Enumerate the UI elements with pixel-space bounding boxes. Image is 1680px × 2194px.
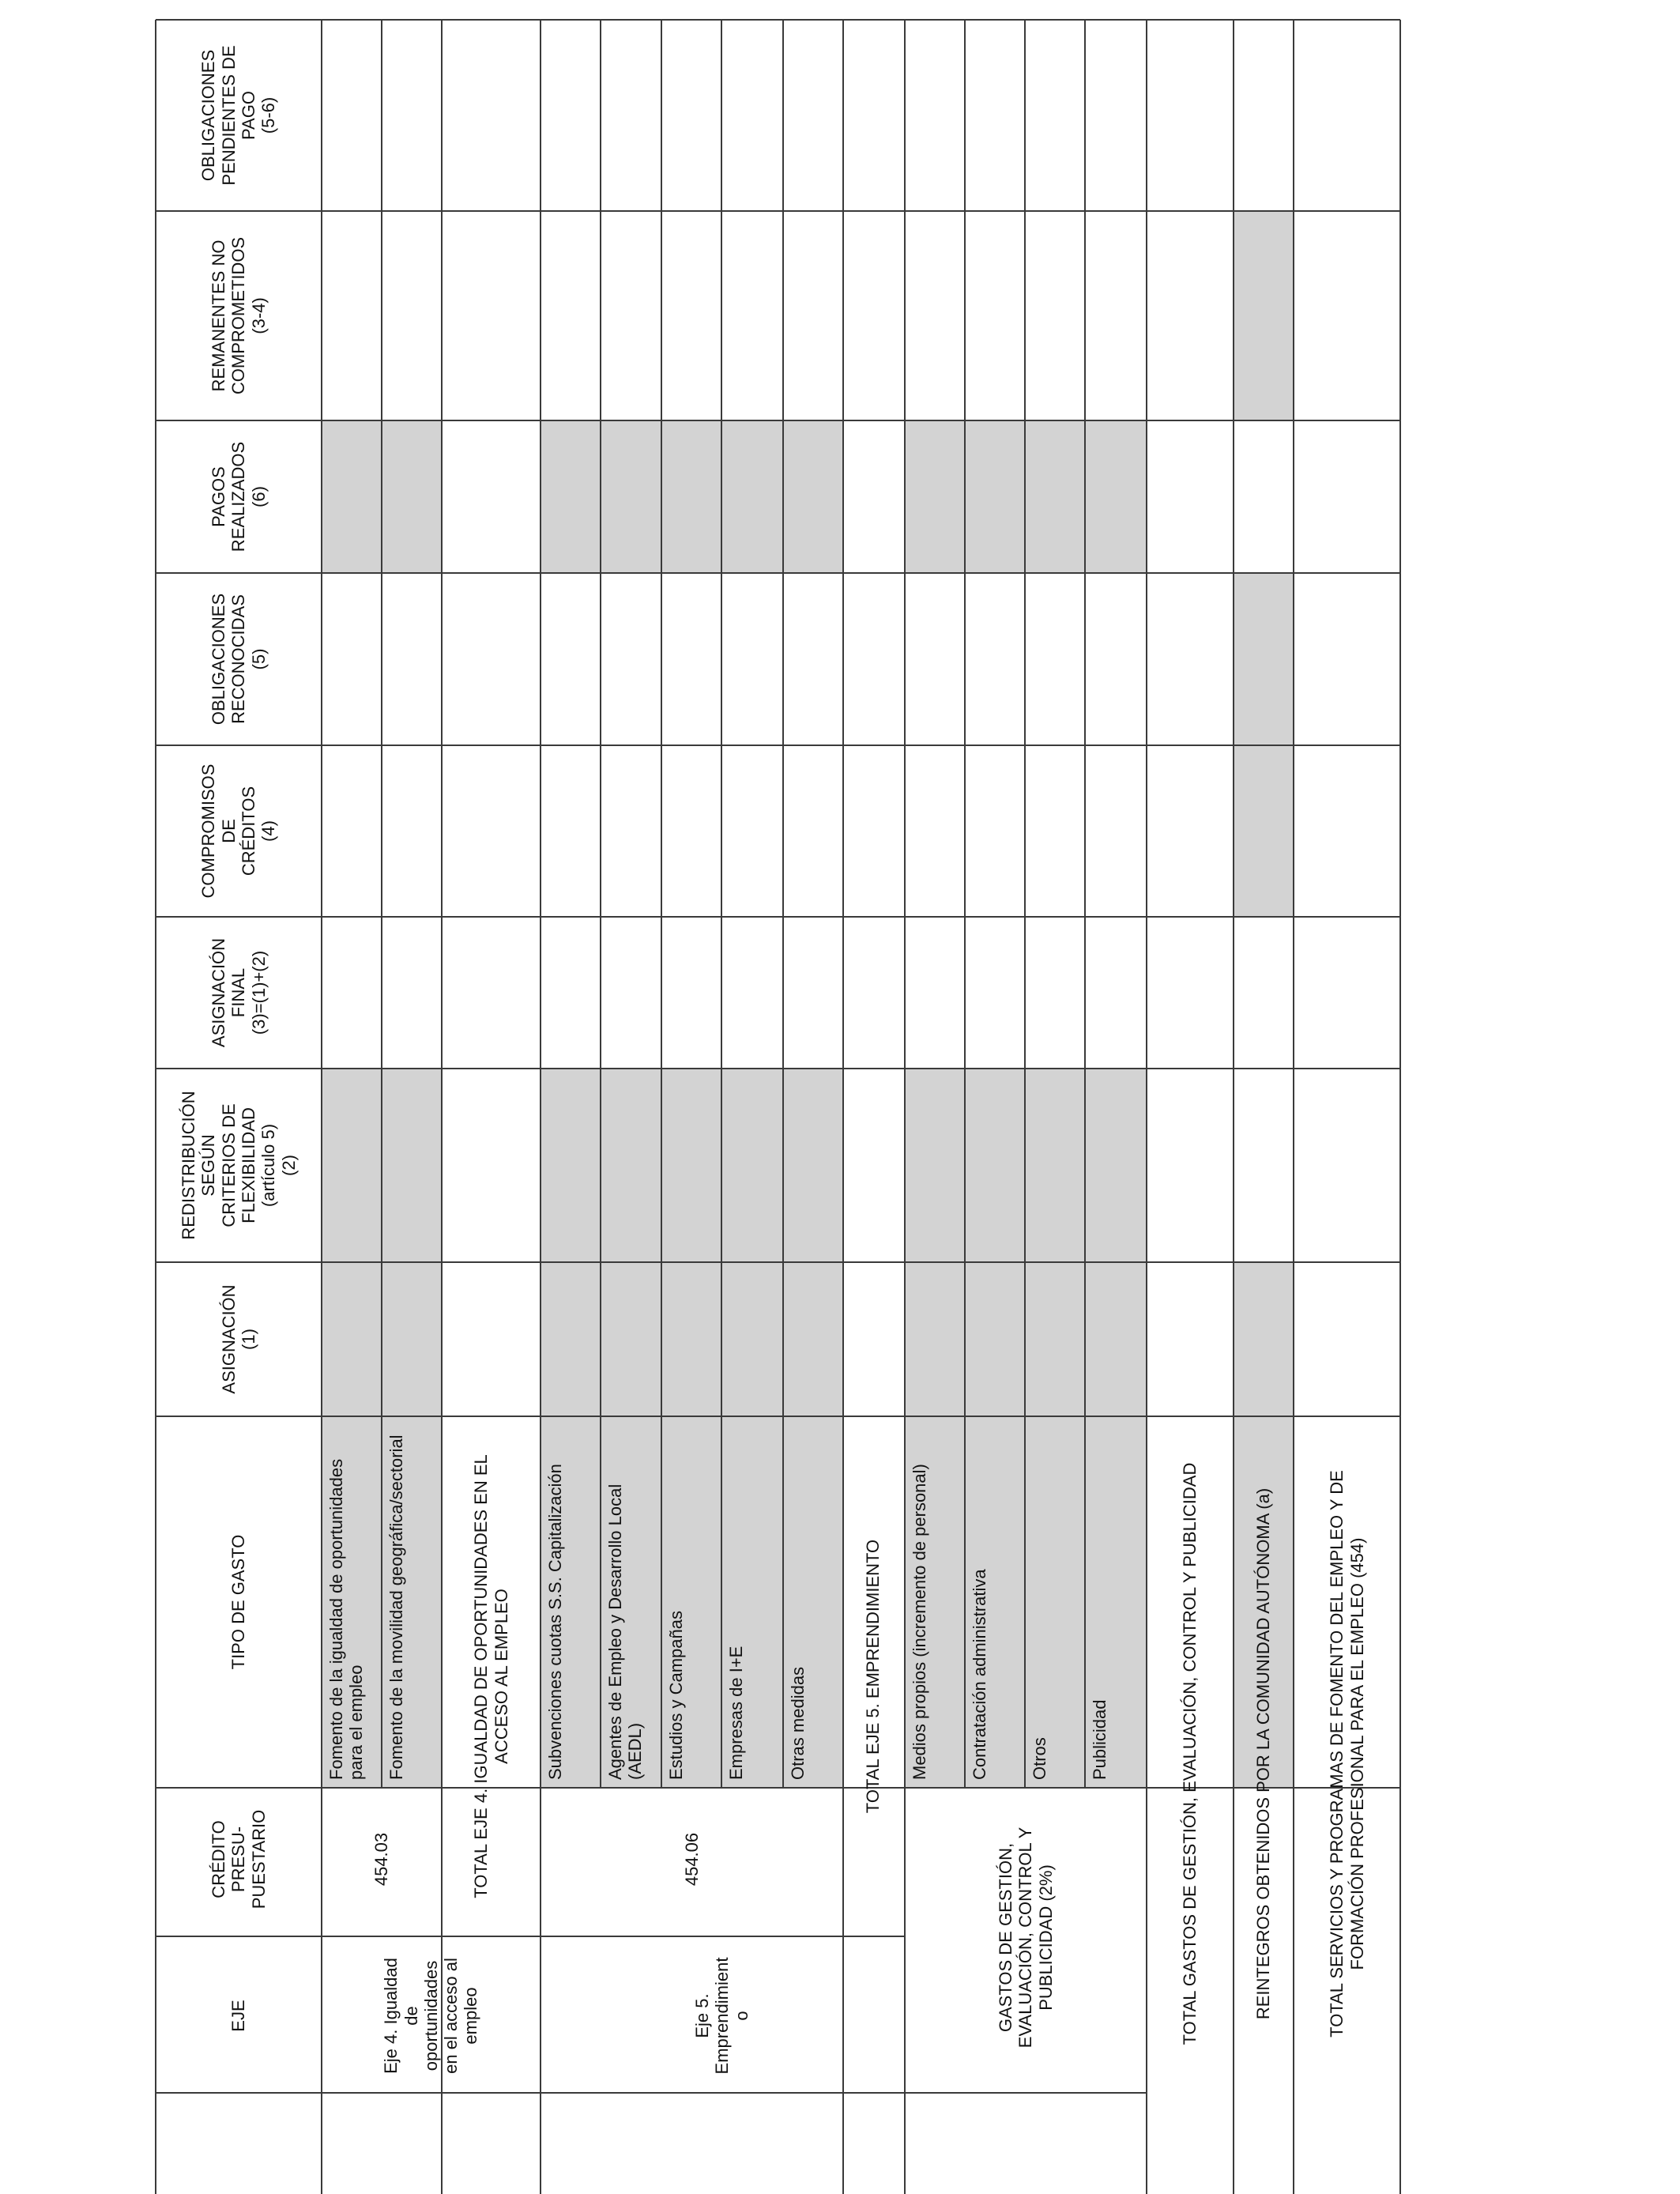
header-obligaciones-reconocidas: OBLIGACIONES RECONOCIDAS (5) bbox=[209, 593, 269, 726]
eje5-item-5: Otras medidas bbox=[788, 1666, 808, 1780]
shaded-cell bbox=[1234, 745, 1294, 917]
shaded-cell bbox=[1234, 573, 1294, 745]
reintegros-label: REINTEGROS OBTENIDOS POR LA COMUNIDAD AUTÓNOMA (a) bbox=[1253, 1487, 1274, 2020]
header-remanentes: REMANENTES NO COMPROMETIDOS (3-4) bbox=[209, 236, 269, 395]
gastos-item-3: Otros bbox=[1030, 1737, 1049, 1780]
header-redistribucion: REDISTRIBUCIÓN SEGÚN CRITERIOS DE FLEXIBILIDAD (artículo 5) (2) bbox=[179, 1091, 299, 1240]
gastos-item-1: Medios propios (incremento de personal) bbox=[910, 1464, 929, 1780]
eje5-item-2: Agentes de Empleo y Desarrollo Local (AEDL) bbox=[605, 1483, 646, 1780]
eje5-total: TOTAL EJE 5. EMPRENDIMIENTO bbox=[862, 1539, 883, 1814]
shaded-cell bbox=[541, 420, 843, 573]
eje5-credito: 454.06 bbox=[681, 1832, 702, 1887]
header-eje: EJE bbox=[228, 2000, 249, 2032]
eje4-total: TOTAL EJE 4. IGUALDAD DE OPORTUNIDADES EN EL ACCESO AL EMPLEO bbox=[471, 1454, 511, 1898]
shaded-cell bbox=[1234, 211, 1294, 420]
header-pagos-realizados: PAGOS REALIZADOS (6) bbox=[209, 441, 269, 552]
header-obligaciones-pendientes: OBLIGACIONES PENDIENTES DE PAGO (5-6) bbox=[198, 45, 279, 186]
gastos-item-2: Contratación administrativa bbox=[970, 1569, 989, 1780]
eje5-item-3: Estudios y Campañas bbox=[666, 1611, 686, 1780]
eje4-item-2: Fomento de la movilidad geográfica/sectorial bbox=[386, 1434, 406, 1780]
header-credito: CRÉDITO PRESU- PUESTARIO bbox=[209, 1809, 269, 1909]
eje5-label: Eje 5. Emprendimient o bbox=[691, 1957, 752, 2075]
shaded-cell bbox=[541, 1069, 843, 1262]
header-compromisos: COMPROMISOS DE CRÉDITOS (4) bbox=[198, 763, 279, 899]
eje4-item-1: Fomento de la igualdad de oportunidades para el empleo bbox=[326, 1458, 367, 1780]
eje4-label: Eje 4. Igualdad de oportunidades en el acceso al empleo bbox=[381, 1958, 481, 2074]
header-asignacion-final: ASIGNACIÓN FINAL (3)=(1)+(2) bbox=[209, 937, 269, 1048]
total-servicios-label: TOTAL SERVICIOS Y PROGRAMAS DE FOMENTO DEL EMPLEO Y DE FORMACIÓN PROFESIONAL PARA EL EMPLEO (454) bbox=[1327, 1470, 1367, 2038]
gastos-item-4: Publicidad bbox=[1090, 1699, 1109, 1780]
eje4-credito: 454.03 bbox=[371, 1832, 392, 1887]
gastos-total: TOTAL GASTOS DE GESTIÓN, EVALUACIÓN, CONTROL Y PUBLICIDAD bbox=[1180, 1462, 1200, 2045]
gastos-label: GASTOS DE GESTIÓN, EVALUACIÓN, CONTROL Y PUBLICIDAD (2%) bbox=[996, 1826, 1056, 2049]
header-asignacion: ASIGNACIÓN (1) bbox=[218, 1284, 258, 1394]
header-tipo: TIPO DE GASTO bbox=[228, 1534, 249, 1670]
eje5-item-1: Subvenciones cuotas S.S. Capitalización bbox=[545, 1464, 565, 1780]
eje5-item-4: Empresas de I+E bbox=[726, 1646, 746, 1780]
